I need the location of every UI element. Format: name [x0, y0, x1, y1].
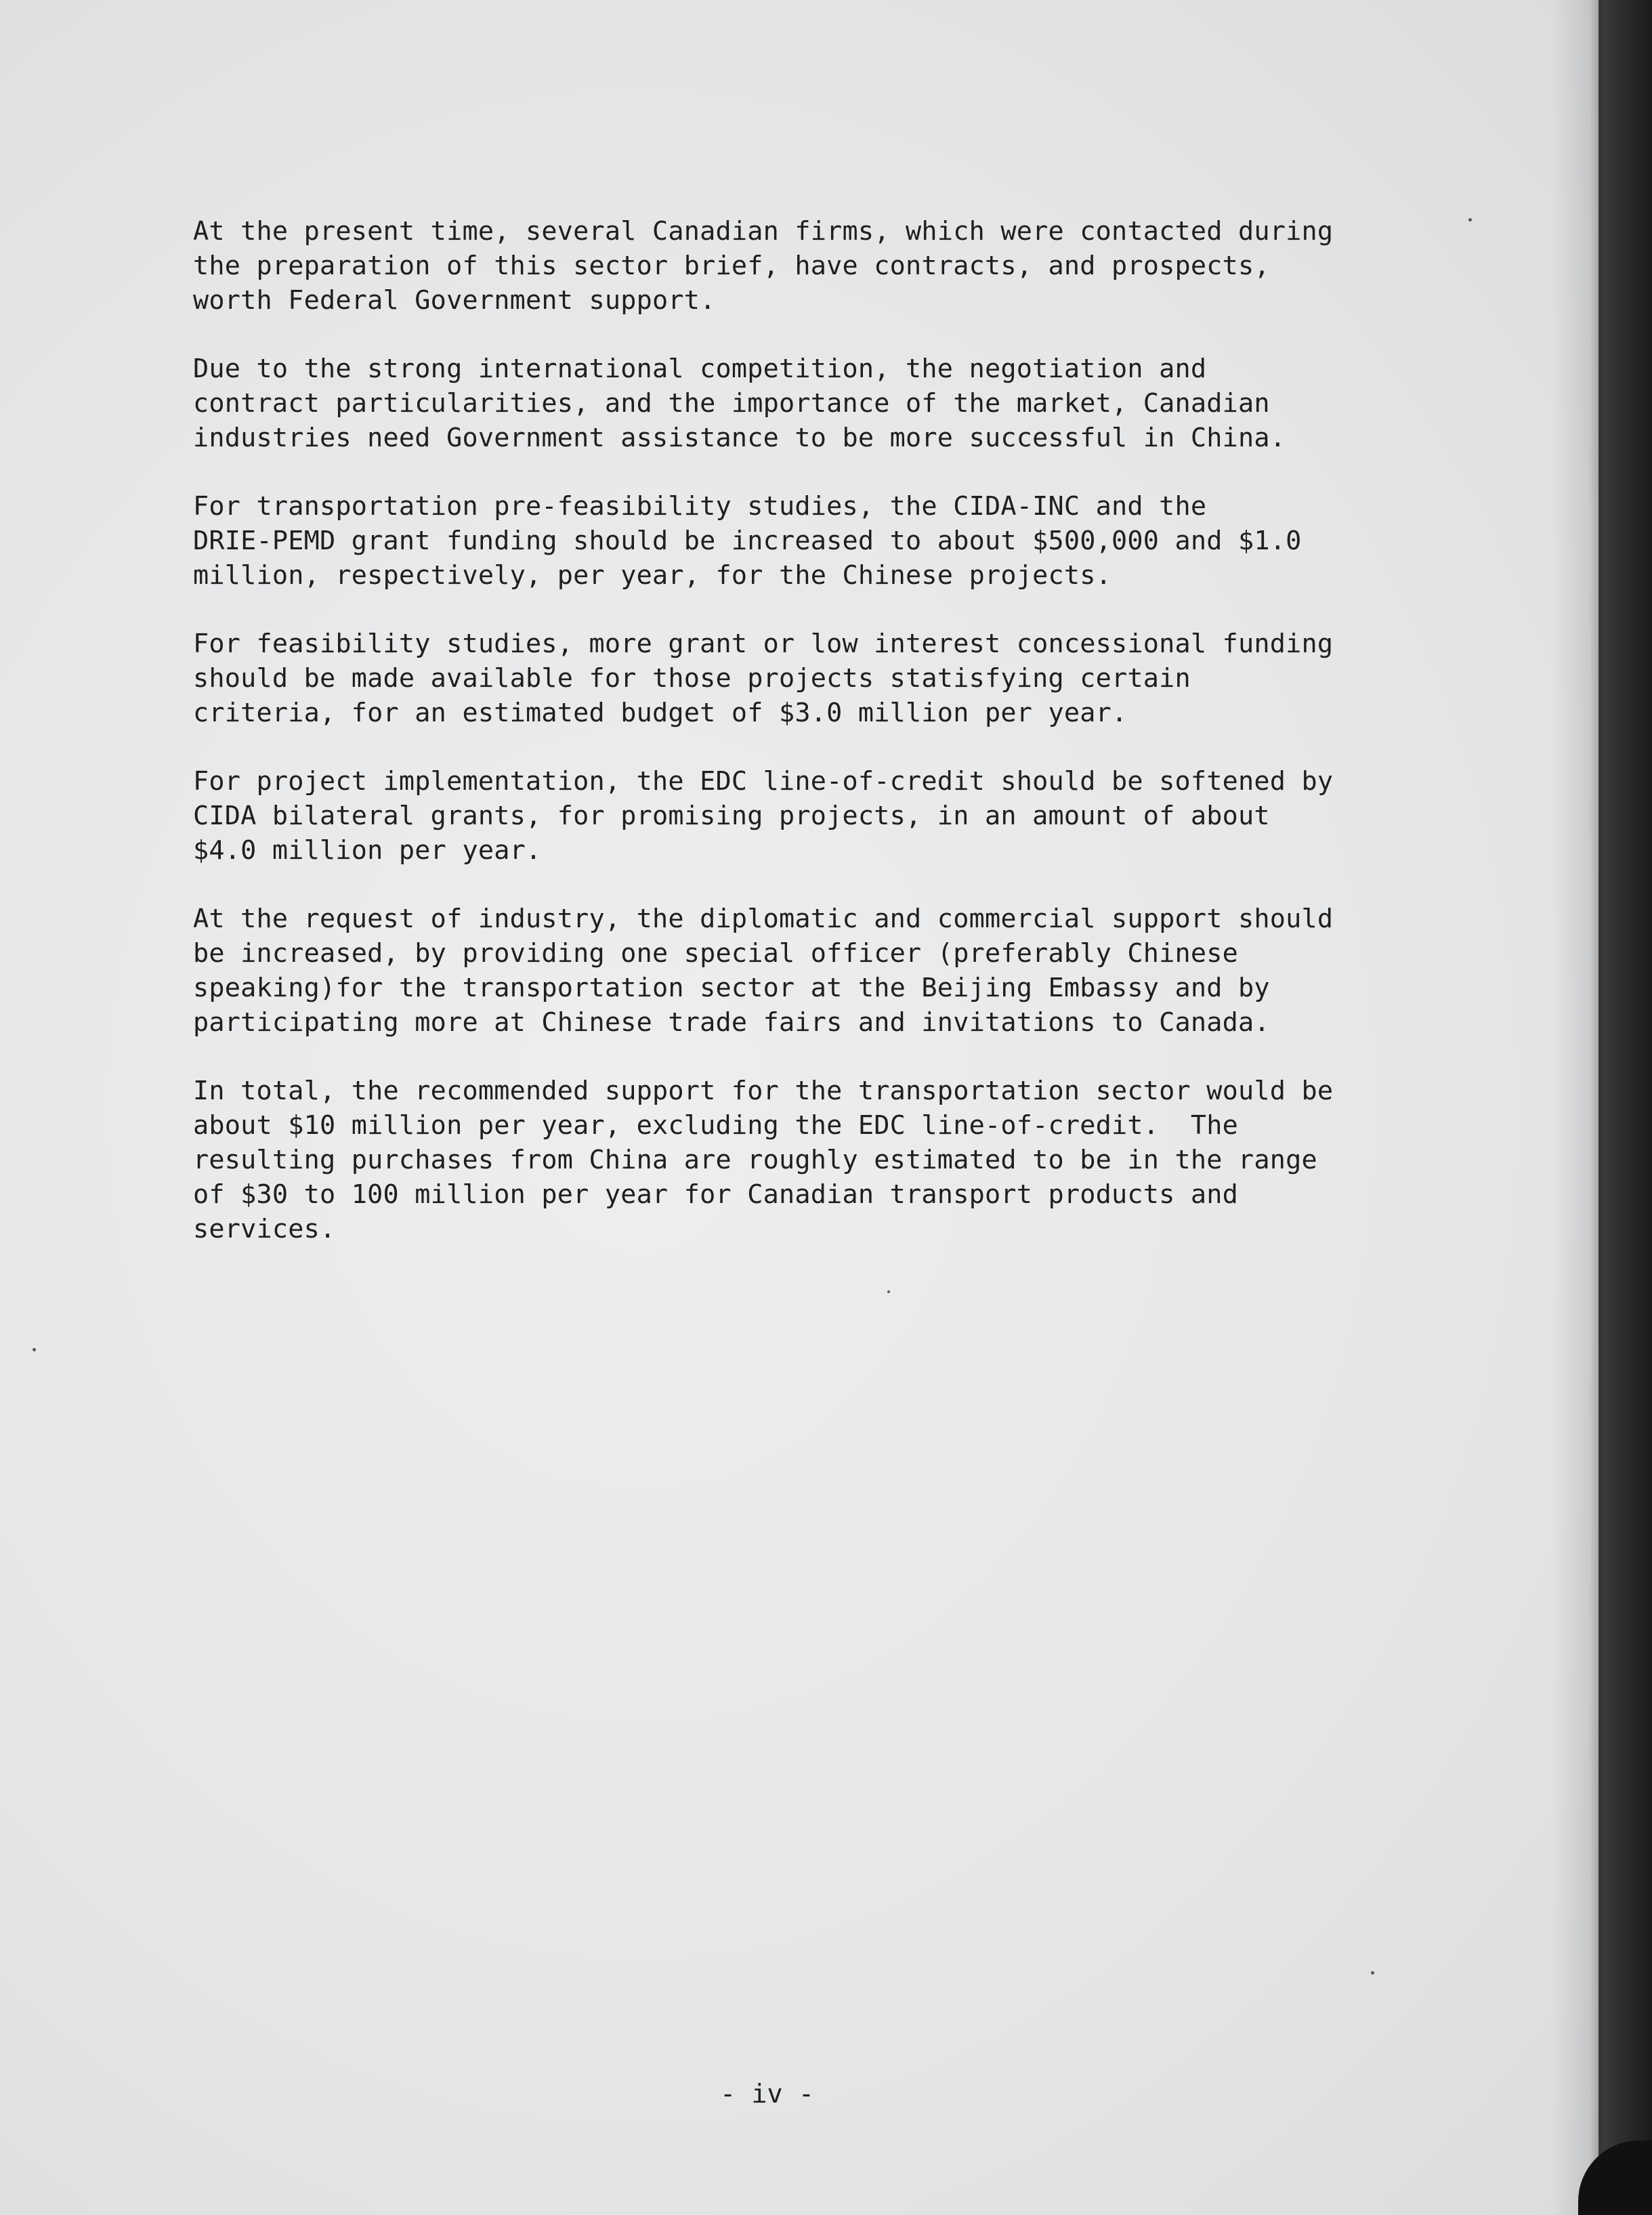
- paper-speck: [33, 1348, 36, 1351]
- text-line: $4.0 million per year.: [193, 835, 542, 866]
- paragraph-4: [193, 627, 1446, 730]
- text-line: DRIE-PEMD grant funding should be increased to about $500,000 and $1.0: [193, 526, 1302, 556]
- paragraph-2: [193, 352, 1446, 455]
- text-line: should be made available for those projects statisfying certain: [193, 663, 1191, 694]
- page-number: - iv -: [720, 2079, 815, 2109]
- text-line: At the request of industry, the diplomatic and commercial support should: [193, 904, 1334, 934]
- scan-border: [1603, 0, 1652, 2215]
- text-line: participating more at Chinese trade fairs and invitations to Canada.: [193, 1007, 1270, 1038]
- text-line: worth Federal Government support.: [193, 285, 716, 316]
- text-line: industries need Government assistance to be more successful in China.: [193, 423, 1286, 453]
- text-line: the preparation of this sector brief, have contracts, and prospects,: [193, 251, 1270, 281]
- text-line: services.: [193, 1214, 336, 1244]
- paragraph-1: [193, 214, 1446, 318]
- paragraph-5: [193, 764, 1446, 868]
- text-line: speaking)for the transportation sector at the Beijing Embassy and by: [193, 973, 1270, 1003]
- text-line: of $30 to 100 million per year for Canadian transport products and: [193, 1179, 1239, 1210]
- paragraph-7: [193, 1074, 1446, 1246]
- text-line: million, respectively, per year, for the Chinese projects.: [193, 560, 1111, 591]
- text-line: CIDA bilateral grants, for promising projects, in an amount of about: [193, 801, 1270, 831]
- text-line: resulting purchases from China are roughly estimated to be in the range: [193, 1145, 1317, 1175]
- text-line: For project implementation, the EDC line-of-credit should be softened by: [193, 766, 1334, 797]
- text-line: In total, the recommended support for the transportation sector would be: [193, 1076, 1334, 1106]
- paper-speck: [887, 1290, 890, 1293]
- text-line: At the present time, several Canadian firms, which were contacted during: [193, 216, 1334, 247]
- text-line: Due to the strong international competition, the negotiation and: [193, 354, 1207, 384]
- text-line: contract particularities, and the importance of the market, Canadian: [193, 388, 1270, 419]
- paper-speck: [1468, 218, 1472, 222]
- text-line: about $10 million per year, excluding the EDC line-of-credit. The: [193, 1110, 1239, 1141]
- page-edge-shadow: [1551, 0, 1605, 2215]
- text-line: criteria, for an estimated budget of $3.0 million per year.: [193, 698, 1128, 728]
- paper-speck: [1371, 1971, 1374, 1975]
- body-text: [193, 214, 1446, 1280]
- paragraph-6: [193, 902, 1446, 1040]
- text-line: be increased, by providing one special officer (preferably Chinese: [193, 938, 1239, 969]
- text-line: For transportation pre-feasibility studies, the CIDA-INC and the: [193, 491, 1207, 522]
- paragraph-3: [193, 489, 1446, 593]
- text-line: For feasibility studies, more grant or low interest concessional funding: [193, 629, 1334, 659]
